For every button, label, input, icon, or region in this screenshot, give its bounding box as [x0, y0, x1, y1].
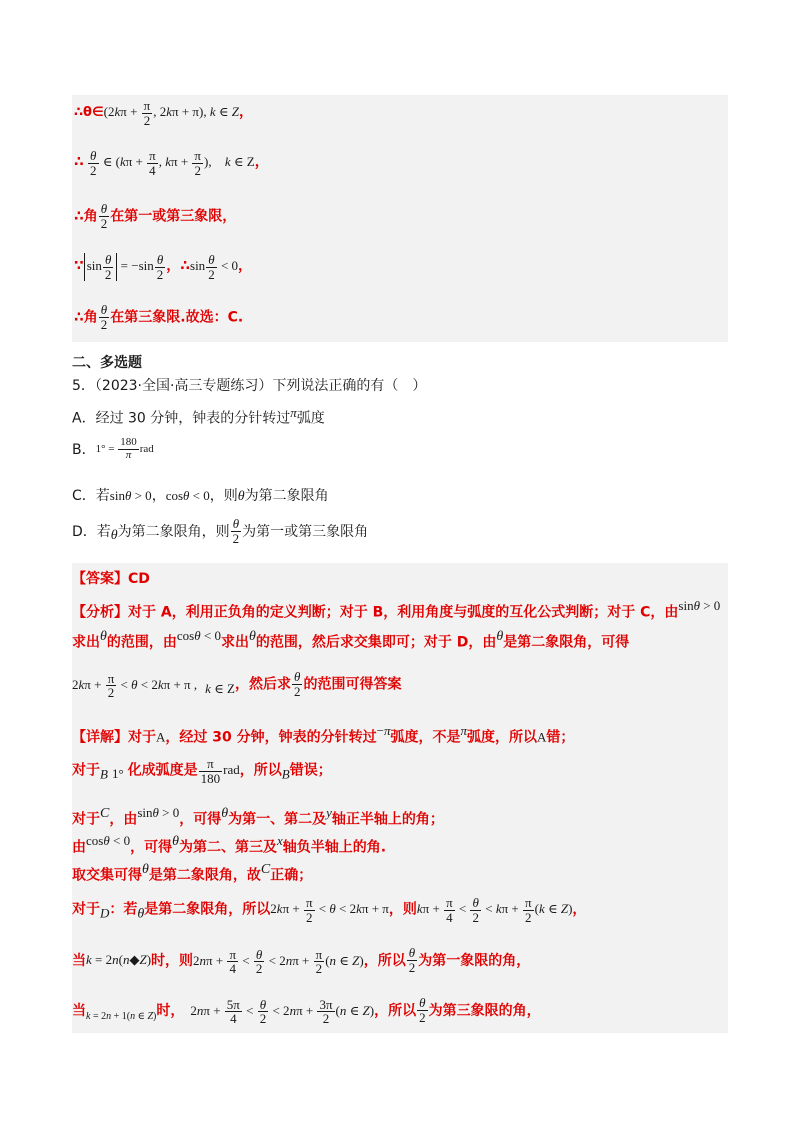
detail-text: 由 — [72, 839, 86, 856]
option-a-ref: A — [156, 729, 166, 745]
line-suffix: ， — [238, 258, 253, 275]
detail-text: 为第二、第三及 — [178, 839, 277, 856]
detail-text: ， — [572, 901, 587, 918]
line-suffix: ， — [238, 104, 253, 121]
detail-line-6 — [72, 896, 586, 924]
solution-line-5 — [74, 303, 243, 331]
option-d-text: D．若 — [72, 524, 111, 541]
third-quadrant-range: 2nπ + $\frac{5\pi}{4}$ < $\frac{\theta}{2}$ < 2nπ + $\frac{3\pi}{2}$ (n ∈ Z) — [190, 996, 375, 1027]
cos-negative: cosθ < 0 — [176, 628, 221, 643]
detail-text: 对于 — [72, 762, 100, 779]
one-degree: 1° — [111, 766, 124, 782]
half-theta-fraction: $\frac{\theta}{2}$ — [232, 516, 240, 546]
detail-text: ，可得 — [130, 839, 173, 856]
theta-symbol: θ — [172, 834, 179, 849]
pi-symbol: π — [460, 723, 467, 738]
option-a-text-end: 弧度 — [296, 410, 325, 427]
analysis-text: 的范围，然后求交集即可；对于 D，由 — [255, 634, 497, 651]
option-c-ref: C — [260, 862, 271, 877]
section-title: 二、多选题 — [72, 355, 142, 371]
line-prefix: ∴角 — [74, 208, 98, 225]
k-even-case: k = 2n(n◆Z) — [86, 952, 152, 968]
detail-text: 对于 — [72, 811, 100, 828]
detail-text: 取交集可得 — [72, 867, 142, 884]
detail-text: ，所以 — [239, 762, 282, 779]
detail-text: 是第二象限角，所以 — [144, 901, 271, 918]
detail-line-1 — [72, 723, 574, 746]
detail-text: ，可得 — [179, 811, 222, 828]
second-quadrant-range: 2kπ + $\frac{\pi}{2}$ < θ < 2kπ + π — [270, 895, 389, 925]
answer-line: 【答案】CD — [72, 571, 150, 587]
line-text: 在第三象限.故选：C. — [110, 309, 244, 326]
line-mid: ，∴ — [166, 258, 191, 275]
option-c-then: ，则 — [209, 488, 238, 504]
analysis-text: 【分析】对于 A，利用正负角的定义判断；对于 B，利用角度与弧度的互化公式判断；对于 C，由 — [72, 604, 679, 621]
line-suffix: ， — [254, 154, 269, 171]
analysis-text: 的范围可得答案 — [303, 676, 402, 693]
x-axis-symbol: x — [276, 833, 283, 848]
detail-text: 化成弧度是 — [127, 762, 198, 779]
question-stem: 5．（2023·全国·高三专题练习）下列说法正确的有（ ） — [72, 378, 427, 394]
solution-line-2 — [74, 149, 269, 177]
detail-text: 轴负半轴上的角. — [282, 839, 387, 856]
half-theta-fraction: $\frac{\theta}{2}$ — [419, 995, 426, 1025]
cos-negative: cosθ < 0 — [86, 833, 131, 848]
k-in-z: k ∈ Z — [224, 154, 255, 170]
pi-over-180-rad: $\frac{\pi}{180}$ rad — [200, 756, 240, 786]
sin-positive: sinθ > 0 — [109, 488, 152, 503]
option-c-text-end: 为第二象限角 — [244, 488, 329, 504]
y-axis-symbol: y — [326, 805, 332, 820]
detail-text: 对于 — [72, 901, 100, 918]
sin-inequality: sin $\frac{\theta}{2}$ < 0 — [190, 252, 239, 282]
detail-text: ，由 — [109, 811, 138, 828]
detail-line-3 — [72, 805, 444, 828]
option-d — [72, 517, 368, 545]
option-d-text-end: 为第一或第三象限角 — [242, 524, 369, 541]
line-prefix: ∴ — [74, 154, 84, 171]
sin-positive: sinθ > 0 — [137, 805, 180, 820]
option-b-ref: B — [100, 766, 108, 782]
detail-text: 错误； — [289, 762, 332, 779]
option-b-ref: B — [281, 766, 290, 782]
detail-text: ，所以 — [363, 953, 406, 970]
half-theta-fraction: $\frac{\theta}{2}$ — [100, 302, 108, 332]
option-b-label: B． — [72, 442, 96, 459]
option-c-text: C．若 — [72, 488, 110, 504]
negative-pi: −π — [376, 723, 391, 738]
detail-line-7 — [72, 946, 530, 976]
analysis-text: 是第二象限角，可得 — [503, 634, 630, 651]
sin-positive: sinθ > 0 — [678, 598, 721, 613]
detail-text: 正确； — [270, 867, 313, 884]
analysis-text: ，然后求 — [234, 676, 291, 693]
detail-line-4 — [72, 833, 386, 856]
detail-text: 轴正半轴上的角； — [331, 811, 444, 828]
solution-line-4 — [74, 253, 252, 281]
degree-to-radian: 1° = $\frac{180}{\pi}$ rad — [95, 436, 154, 461]
detail-text: 时，则 — [151, 953, 194, 970]
option-a — [72, 405, 325, 428]
solution-line-3 — [74, 202, 236, 230]
pi-symbol: π — [290, 405, 297, 420]
second-quadrant-range: 2kπ + $\frac{\pi}{2}$ < θ < 2kπ + π , — [72, 670, 198, 701]
detail-text: 是第二象限角，故 — [148, 867, 261, 884]
half-angle-interval: $\frac{\theta}{2}$ ∈ (kπ + $\frac{\pi}{4}$ , kπ + $\frac{\pi}{2}$ ), — [90, 148, 215, 178]
detail-text: 时， — [156, 1003, 185, 1020]
k-odd-case: k = 2n + 1(n ∈ Z) — [86, 1010, 157, 1022]
half-angle-range: kπ + $\frac{\pi}{4}$ < $\frac{\theta}{2}$ < kπ + $\frac{\pi}{2}$ (k ∈ Z) — [416, 895, 573, 925]
detail-text: 为第一、第二及 — [228, 811, 327, 828]
detail-text: 当 — [72, 1003, 86, 1020]
detail-text: ，经过 30 分钟，钟表的分针转过 — [165, 729, 377, 746]
solution-line-1 — [74, 99, 253, 127]
detail-text: ，则 — [388, 901, 417, 918]
option-b — [72, 437, 154, 461]
analysis-line-3 — [72, 670, 401, 700]
interval-expression: (2kπ + $\frac{\pi}{2}$ , 2kπ + π), k ∈ Z — [103, 98, 239, 128]
theta-symbol: θ — [221, 806, 229, 821]
analysis-text: 求出 — [220, 634, 249, 651]
line-prefix: ∵ — [74, 258, 84, 275]
detail-text: 弧度，不是 — [390, 729, 461, 746]
option-a-ref: A — [537, 729, 547, 745]
line-prefix: ∴角 — [74, 309, 98, 326]
abs-sin-equation: sin $\frac{\theta}{2}$ = −sin $\frac{\theta}{2}$ — [84, 258, 167, 273]
theta-symbol: θ — [496, 629, 504, 644]
option-d-ref: D — [100, 905, 110, 921]
detail-text: ：若 — [109, 901, 138, 918]
analysis-text: 求出 — [72, 634, 100, 651]
theta-symbol: θ — [100, 629, 107, 644]
detail-line-5 — [72, 862, 312, 884]
detail-text: 错； — [546, 729, 575, 746]
detail-text: 为第一象限的角， — [418, 953, 531, 970]
line-text: 在第一或第三象限， — [110, 208, 237, 225]
first-quadrant-range: 2nπ + $\frac{\pi}{4}$ < $\frac{\theta}{2}$ < 2nπ + $\frac{\pi}{2}$ (n ∈ Z) — [193, 946, 364, 977]
detail-text: 为第三象限的角， — [428, 1003, 541, 1020]
half-theta-fraction: $\frac{\theta}{2}$ — [293, 669, 301, 699]
option-c-comma: ， — [151, 488, 166, 504]
theta-symbol: θ — [137, 906, 145, 922]
analysis-text: 的范围，由 — [106, 634, 177, 651]
theta-symbol: θ — [110, 527, 118, 543]
half-theta-fraction: $\frac{\theta}{2}$ — [100, 201, 108, 231]
theta-symbol: θ — [142, 862, 149, 877]
analysis-line-1 — [72, 598, 720, 621]
option-d-text-mid: 为第二象限角，则 — [117, 524, 230, 541]
option-a-text: A．经过 30 分钟，钟表的分针转过 — [72, 410, 291, 427]
k-in-z: k ∈ Z — [205, 680, 235, 696]
detail-text: 当 — [72, 953, 86, 970]
line-prefix: ∴θ∈ — [74, 105, 104, 121]
option-c — [72, 485, 329, 505]
detail-line-2 — [72, 757, 332, 785]
theta-symbol: θ — [237, 489, 245, 504]
detail-text: 弧度，所以 — [467, 729, 537, 746]
half-theta-fraction: $\frac{\theta}{2}$ — [408, 945, 416, 975]
option-c-ref: C — [100, 806, 110, 821]
cos-negative: cosθ < 0 — [165, 488, 210, 503]
theta-symbol: θ — [248, 629, 256, 644]
detail-text: 【详解】对于 — [72, 729, 156, 746]
detail-line-8 — [72, 996, 541, 1026]
analysis-line-2 — [72, 628, 629, 651]
detail-text: ，所以 — [374, 1003, 417, 1020]
